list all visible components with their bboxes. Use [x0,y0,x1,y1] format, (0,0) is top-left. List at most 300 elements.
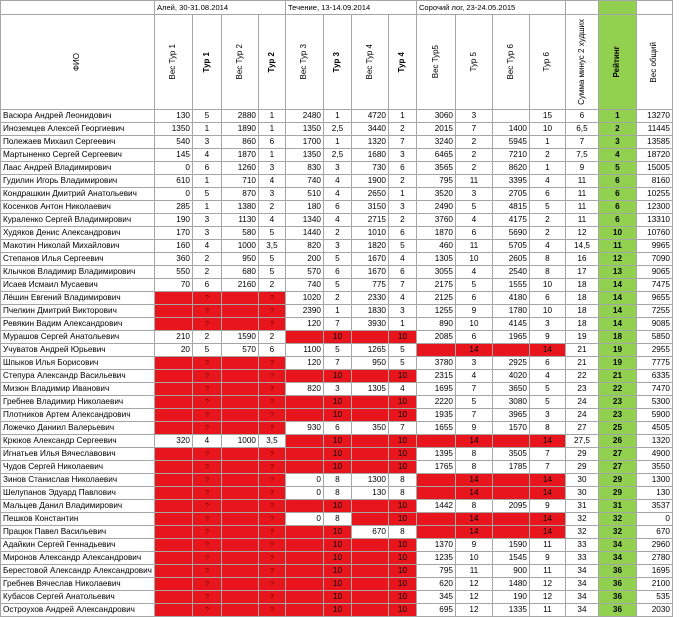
cell-10[interactable]: 14 [455,474,492,487]
cell-12[interactable]: 14 [529,435,565,448]
cell-11[interactable]: 900 [492,565,529,578]
cell-2[interactable]: 4 [192,149,221,162]
participant-name[interactable]: Пчелкин Дмитрий Викторович [1,305,155,318]
cell-1[interactable] [154,552,192,565]
cell-13[interactable]: 29 [565,448,598,461]
cell-4[interactable]: ? [258,409,285,422]
cell-14[interactable]: 32 [598,526,636,539]
cell-14[interactable]: 32 [598,513,636,526]
cell-9[interactable] [416,435,455,448]
cell-9[interactable] [416,344,455,357]
cell-3[interactable]: 2160 [221,279,258,292]
cell-12[interactable]: 6 [529,357,565,370]
cell-3[interactable] [221,305,258,318]
cell-15[interactable]: 10255 [636,188,672,201]
cell-1[interactable] [154,409,192,422]
cell-3[interactable] [221,422,258,435]
cell-9[interactable]: 2220 [416,396,455,409]
cell-10[interactable]: 14 [455,344,492,357]
cell-3[interactable] [221,578,258,591]
cell-10[interactable]: 11 [455,175,492,188]
cell-3[interactable]: 1260 [221,162,258,175]
cell-9[interactable]: 1235 [416,552,455,565]
cell-12[interactable]: 6 [529,292,565,305]
cell-4[interactable]: 2 [258,279,285,292]
cell-6[interactable]: 10 [323,578,351,591]
cell-1[interactable] [154,591,192,604]
participant-name[interactable]: Миронов Александр Александрович [1,552,155,565]
cell-15[interactable]: 7090 [636,253,672,266]
cell-6[interactable]: 3 [323,240,351,253]
cell-5[interactable] [285,409,323,422]
cell-10[interactable]: 14 [455,513,492,526]
cell-3[interactable]: 860 [221,136,258,149]
cell-12[interactable]: 11 [529,604,565,617]
cell-1[interactable]: 70 [154,279,192,292]
cell-8[interactable]: 7 [388,422,416,435]
cell-7[interactable] [351,370,388,383]
cell-14[interactable]: 36 [598,565,636,578]
cell-1[interactable]: 0 [154,188,192,201]
cell-8[interactable]: 8 [388,526,416,539]
cell-4[interactable]: ? [258,591,285,604]
cell-9[interactable]: 1765 [416,461,455,474]
cell-7[interactable]: 1680 [351,149,388,162]
cell-1[interactable] [154,396,192,409]
cell-9[interactable]: 1442 [416,500,455,513]
cell-7[interactable]: 670 [351,526,388,539]
cell-4[interactable]: ? [258,487,285,500]
cell-5[interactable]: 0 [285,513,323,526]
participant-name[interactable]: Худяков Денис Александрович [1,227,155,240]
cell-1[interactable] [154,422,192,435]
cell-7[interactable] [351,578,388,591]
cell-13[interactable]: 31 [565,500,598,513]
cell-6[interactable]: 10 [323,448,351,461]
cell-1[interactable] [154,578,192,591]
cell-13[interactable]: 29 [565,461,598,474]
cell-4[interactable]: ? [258,474,285,487]
cell-7[interactable]: 3150 [351,201,388,214]
cell-3[interactable] [221,500,258,513]
cell-13[interactable]: 11 [565,188,598,201]
cell-10[interactable]: 14 [455,435,492,448]
cell-5[interactable]: 820 [285,240,323,253]
cell-15[interactable]: 13585 [636,136,672,149]
cell-7[interactable]: 2330 [351,292,388,305]
cell-6[interactable]: 10 [323,461,351,474]
cell-5[interactable]: 0 [285,487,323,500]
participant-name[interactable]: Плотников Артем Александрович [1,409,155,422]
cell-5[interactable]: 1350 [285,123,323,136]
cell-3[interactable]: 1000 [221,435,258,448]
cell-12[interactable]: 3 [529,409,565,422]
cell-8[interactable]: 10 [388,370,416,383]
cell-10[interactable]: 10 [455,253,492,266]
cell-1[interactable] [154,305,192,318]
cell-6[interactable]: 10 [323,370,351,383]
cell-9[interactable]: 795 [416,565,455,578]
cell-5[interactable]: 1340 [285,214,323,227]
cell-2[interactable]: 4 [192,240,221,253]
cell-10[interactable]: 10 [455,318,492,331]
cell-7[interactable]: 730 [351,162,388,175]
cell-5[interactable] [285,552,323,565]
cell-5[interactable]: 1440 [285,227,323,240]
cell-3[interactable] [221,604,258,617]
cell-14[interactable]: 36 [598,591,636,604]
cell-1[interactable]: 190 [154,214,192,227]
cell-5[interactable]: 200 [285,253,323,266]
participant-name[interactable]: Остроухов Андрей Александрович [1,604,155,617]
cell-5[interactable] [285,578,323,591]
cell-4[interactable]: 3,5 [258,435,285,448]
cell-11[interactable]: 3650 [492,383,529,396]
cell-7[interactable] [351,461,388,474]
cell-8[interactable]: 10 [388,578,416,591]
cell-3[interactable] [221,357,258,370]
participant-name[interactable]: Шпыков Илья Борисович [1,357,155,370]
cell-5[interactable]: 820 [285,383,323,396]
cell-9[interactable]: 3060 [416,110,455,123]
cell-6[interactable]: 2,5 [323,123,351,136]
cell-12[interactable]: 5 [529,396,565,409]
cell-2[interactable]: 6 [192,162,221,175]
cell-15[interactable]: 9065 [636,266,672,279]
cell-8[interactable]: 6 [388,162,416,175]
cell-15[interactable]: 9655 [636,292,672,305]
cell-6[interactable]: 2 [323,227,351,240]
cell-15[interactable]: 670 [636,526,672,539]
cell-14[interactable]: 3 [598,136,636,149]
cell-6[interactable]: 10 [323,565,351,578]
cell-1[interactable] [154,513,192,526]
cell-15[interactable]: 1300 [636,474,672,487]
cell-12[interactable]: 8 [529,422,565,435]
cell-12[interactable]: 7 [529,448,565,461]
cell-8[interactable]: 4 [388,383,416,396]
cell-14[interactable]: 6 [598,201,636,214]
cell-13[interactable]: 22 [565,370,598,383]
cell-4[interactable]: ? [258,305,285,318]
cell-7[interactable]: 1670 [351,266,388,279]
cell-8[interactable]: 3 [388,305,416,318]
cell-15[interactable]: 9085 [636,318,672,331]
cell-8[interactable]: 10 [388,552,416,565]
cell-14[interactable]: 12 [598,253,636,266]
cell-2[interactable]: ? [192,539,221,552]
cell-10[interactable]: 2 [455,162,492,175]
cell-1[interactable] [154,565,192,578]
cell-5[interactable] [285,461,323,474]
cell-10[interactable]: 2 [455,136,492,149]
cell-1[interactable] [154,318,192,331]
cell-4[interactable]: 3 [258,162,285,175]
cell-8[interactable]: 10 [388,331,416,344]
cell-2[interactable]: 2 [192,331,221,344]
cell-3[interactable]: 1890 [221,123,258,136]
cell-4[interactable]: 4 [258,214,285,227]
participant-name[interactable]: Степура Александр Васильевич [1,370,155,383]
participant-name[interactable]: Берестовой Александр Александрович [1,565,155,578]
cell-2[interactable]: 6 [192,279,221,292]
cell-9[interactable] [416,487,455,500]
cell-6[interactable]: 10 [323,552,351,565]
cell-11[interactable]: 1965 [492,331,529,344]
cell-5[interactable] [285,396,323,409]
cell-4[interactable]: ? [258,357,285,370]
cell-11[interactable]: 1780 [492,305,529,318]
cell-10[interactable]: 6 [455,227,492,240]
cell-7[interactable]: 1830 [351,305,388,318]
cell-4[interactable]: ? [258,396,285,409]
cell-11[interactable]: 8620 [492,162,529,175]
cell-5[interactable] [285,448,323,461]
cell-15[interactable]: 535 [636,591,672,604]
participant-name[interactable]: Учуватов Андрей Юрьевич [1,344,155,357]
cell-7[interactable] [351,500,388,513]
cell-15[interactable]: 11445 [636,123,672,136]
cell-8[interactable]: 3 [388,201,416,214]
cell-2[interactable]: ? [192,383,221,396]
cell-1[interactable] [154,461,192,474]
cell-2[interactable]: ? [192,370,221,383]
participant-name[interactable]: Мурашов Сергей Анатольевич [1,331,155,344]
cell-12[interactable]: 8 [529,253,565,266]
cell-3[interactable]: 580 [221,227,258,240]
cell-9[interactable]: 795 [416,175,455,188]
cell-3[interactable]: 1380 [221,201,258,214]
cell-10[interactable]: 10 [455,552,492,565]
cell-9[interactable]: 1305 [416,253,455,266]
cell-2[interactable]: 4 [192,435,221,448]
cell-11[interactable]: 3965 [492,409,529,422]
cell-15[interactable]: 7255 [636,305,672,318]
cell-10[interactable]: 7 [455,409,492,422]
cell-2[interactable]: ? [192,604,221,617]
participant-name[interactable]: Кондрашкин Дмитрий Анатольевич [1,188,155,201]
cell-15[interactable]: 5850 [636,331,672,344]
cell-10[interactable]: 8 [455,448,492,461]
cell-2[interactable]: ? [192,409,221,422]
cell-2[interactable]: ? [192,591,221,604]
cell-15[interactable]: 7475 [636,279,672,292]
cell-11[interactable]: 4180 [492,292,529,305]
cell-4[interactable]: 3 [258,188,285,201]
cell-12[interactable]: 11 [529,539,565,552]
cell-4[interactable]: 6 [258,136,285,149]
cell-4[interactable]: 3,5 [258,240,285,253]
cell-12[interactable]: 5 [529,201,565,214]
cell-1[interactable] [154,526,192,539]
cell-10[interactable]: 4 [455,370,492,383]
cell-2[interactable]: 3 [192,136,221,149]
cell-11[interactable]: 5705 [492,240,529,253]
cell-1[interactable] [154,357,192,370]
cell-10[interactable]: 5 [455,201,492,214]
cell-11[interactable]: 1480 [492,578,529,591]
participant-name[interactable]: Лаас Андрей Владимирович [1,162,155,175]
cell-6[interactable]: 8 [323,474,351,487]
cell-12[interactable]: 2 [529,214,565,227]
participant-name[interactable]: Игнатьев Илья Вячеславович [1,448,155,461]
cell-7[interactable] [351,409,388,422]
cell-9[interactable]: 3520 [416,188,455,201]
cell-15[interactable]: 7775 [636,357,672,370]
participant-name[interactable]: Гребнев Владимир Николаевич [1,396,155,409]
cell-3[interactable] [221,396,258,409]
cell-15[interactable]: 2100 [636,578,672,591]
cell-12[interactable]: 4 [529,370,565,383]
cell-14[interactable]: 6 [598,214,636,227]
cell-7[interactable] [351,539,388,552]
cell-1[interactable] [154,539,192,552]
cell-4[interactable]: ? [258,539,285,552]
cell-2[interactable]: ? [192,461,221,474]
cell-9[interactable]: 1695 [416,383,455,396]
participant-name[interactable]: Исаев Исмаил Мусаевич [1,279,155,292]
cell-2[interactable]: ? [192,422,221,435]
cell-8[interactable]: 1 [388,318,416,331]
cell-9[interactable]: 1395 [416,448,455,461]
cell-15[interactable]: 2960 [636,539,672,552]
cell-15[interactable]: 7470 [636,383,672,396]
cell-14[interactable]: 14 [598,279,636,292]
cell-10[interactable]: 4 [455,214,492,227]
cell-6[interactable]: 7 [323,318,351,331]
cell-1[interactable]: 550 [154,266,192,279]
cell-15[interactable]: 3537 [636,500,672,513]
cell-10[interactable]: 8 [455,461,492,474]
cell-12[interactable]: 1 [529,136,565,149]
cell-11[interactable]: 4175 [492,214,529,227]
cell-8[interactable]: 10 [388,604,416,617]
cell-11[interactable]: 5690 [492,227,529,240]
cell-4[interactable]: ? [258,383,285,396]
participant-name[interactable]: Адайкин Сергей Геннадьевич [1,539,155,552]
cell-2[interactable]: 3 [192,227,221,240]
cell-12[interactable]: 14 [529,344,565,357]
cell-2[interactable]: ? [192,292,221,305]
cell-13[interactable]: 6,5 [565,123,598,136]
cell-7[interactable]: 1670 [351,253,388,266]
cell-11[interactable]: 1555 [492,279,529,292]
cell-15[interactable]: 130 [636,487,672,500]
cell-9[interactable]: 2490 [416,201,455,214]
cell-12[interactable]: 1 [529,162,565,175]
participant-name[interactable]: Клычков Владимир Владимирович [1,266,155,279]
cell-13[interactable]: 24 [565,409,598,422]
cell-8[interactable]: 2 [388,175,416,188]
cell-4[interactable]: ? [258,500,285,513]
cell-13[interactable]: 27 [565,422,598,435]
cell-15[interactable]: 1320 [636,435,672,448]
participant-name[interactable]: Гудилин Игорь Владимирович [1,175,155,188]
cell-6[interactable]: 10 [323,526,351,539]
cell-10[interactable]: 12 [455,591,492,604]
cell-11[interactable]: 3080 [492,396,529,409]
cell-9[interactable]: 2315 [416,370,455,383]
cell-14[interactable]: 34 [598,552,636,565]
cell-7[interactable]: 1300 [351,474,388,487]
cell-5[interactable] [285,331,323,344]
cell-7[interactable] [351,435,388,448]
cell-6[interactable]: 6 [323,422,351,435]
cell-13[interactable]: 7 [565,136,598,149]
cell-13[interactable]: 18 [565,305,598,318]
cell-14[interactable]: 14 [598,305,636,318]
cell-15[interactable]: 5900 [636,409,672,422]
cell-1[interactable]: 170 [154,227,192,240]
cell-6[interactable]: 10 [323,396,351,409]
cell-3[interactable] [221,448,258,461]
cell-10[interactable]: 11 [455,565,492,578]
cell-15[interactable]: 2030 [636,604,672,617]
cell-3[interactable] [221,318,258,331]
cell-10[interactable]: 7 [455,383,492,396]
cell-15[interactable]: 3550 [636,461,672,474]
cell-6[interactable]: 1 [323,305,351,318]
cell-13[interactable]: 32 [565,513,598,526]
participant-name[interactable]: Степанов Илья Сергеевич [1,253,155,266]
cell-9[interactable]: 2015 [416,123,455,136]
cell-10[interactable]: 3 [455,110,492,123]
cell-9[interactable]: 2085 [416,331,455,344]
cell-14[interactable]: 4 [598,149,636,162]
cell-14[interactable]: 10 [598,227,636,240]
cell-4[interactable]: ? [258,513,285,526]
cell-6[interactable]: 1 [323,136,351,149]
cell-11[interactable]: 1590 [492,539,529,552]
cell-12[interactable]: 14 [529,526,565,539]
cell-10[interactable]: 5 [455,396,492,409]
cell-3[interactable] [221,565,258,578]
cell-5[interactable] [285,591,323,604]
cell-6[interactable]: 2 [323,292,351,305]
cell-6[interactable]: 3 [323,383,351,396]
cell-12[interactable]: 8 [529,266,565,279]
participant-name[interactable]: Гребнев Вячеслав Николаевич [1,578,155,591]
cell-6[interactable]: 10 [323,500,351,513]
cell-15[interactable]: 0 [636,513,672,526]
cell-9[interactable] [416,474,455,487]
cell-5[interactable]: 1100 [285,344,323,357]
cell-6[interactable]: 4 [323,188,351,201]
cell-2[interactable]: ? [192,396,221,409]
cell-14[interactable]: 27 [598,461,636,474]
cell-11[interactable]: 4815 [492,201,529,214]
cell-11[interactable]: 1400 [492,123,529,136]
cell-10[interactable]: 6 [455,331,492,344]
cell-15[interactable]: 12300 [636,201,672,214]
cell-5[interactable]: 570 [285,266,323,279]
cell-4[interactable]: ? [258,461,285,474]
cell-1[interactable] [154,370,192,383]
cell-2[interactable]: 3 [192,214,221,227]
cell-6[interactable]: 4 [323,214,351,227]
cell-6[interactable]: 10 [323,331,351,344]
cell-11[interactable] [492,110,529,123]
cell-12[interactable]: 5 [529,383,565,396]
cell-4[interactable]: ? [258,604,285,617]
cell-6[interactable]: 10 [323,591,351,604]
cell-8[interactable]: 1 [388,188,416,201]
cell-9[interactable]: 6465 [416,149,455,162]
cell-11[interactable] [492,435,529,448]
cell-8[interactable]: 10 [388,448,416,461]
cell-7[interactable] [351,448,388,461]
cell-12[interactable]: 12 [529,578,565,591]
